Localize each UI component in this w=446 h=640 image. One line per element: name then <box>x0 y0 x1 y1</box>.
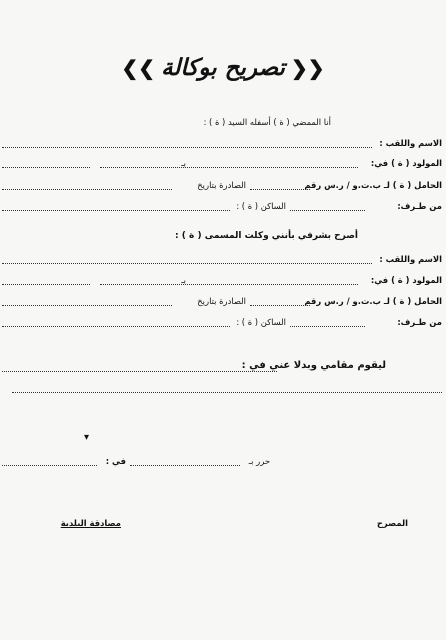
name-field-1[interactable] <box>2 147 372 148</box>
id-label-1: الحامل ( ة ) لـ ب.ت.و / ر.س رقم <box>304 180 442 190</box>
birth-label-2: المولود ( ة ) في: <box>370 275 442 285</box>
document-title <box>0 54 446 81</box>
resident-label-2: الساكن ( ة ) : <box>236 317 286 327</box>
birth-sep-2: بـ <box>181 275 186 285</box>
birth-row-2 <box>0 272 446 288</box>
intro-text: أنا الممضي ( ة ) أسفله السيد ( ة ) : <box>203 117 331 127</box>
on-date-label: في : <box>105 456 126 466</box>
purpose-field-line-1[interactable] <box>2 371 277 372</box>
address-field-2[interactable] <box>2 326 230 327</box>
from-row-2 <box>0 314 446 330</box>
from-label-2: من طـرف: <box>397 317 442 327</box>
declare-line <box>0 228 446 244</box>
birth-date-field-1[interactable] <box>2 167 90 168</box>
birth-date-field-2[interactable] <box>2 284 90 285</box>
name-row-2 <box>0 251 446 267</box>
issued-date-field-1[interactable] <box>2 189 172 190</box>
issued-label-1: الصادرة بتاريخ <box>197 180 246 190</box>
issued-date-field-2[interactable] <box>2 305 172 306</box>
id-label-2: الحامل ( ة ) لـ ب.ت.و / ر.س رقم <box>304 296 442 306</box>
purpose-text: ليقوم مقامي وبدلا عني في : <box>241 360 386 371</box>
issued-label-2: الصادرة بتاريخ <box>197 296 246 306</box>
name-label-1: الاسم واللقب : <box>379 138 442 148</box>
resident-label-1: الساكن ( ة ) : <box>236 201 286 211</box>
title-text: تصريح بوكالة <box>161 54 285 81</box>
address-field-1[interactable] <box>2 210 230 211</box>
name-row-1 <box>0 135 446 151</box>
birth-place-field-2[interactable] <box>100 284 358 285</box>
id-row-1 <box>0 177 446 193</box>
date-field[interactable] <box>2 465 97 466</box>
title-ornament-right: ❯❯ <box>290 56 325 80</box>
place-date-row <box>0 453 446 469</box>
purpose-row <box>0 357 446 375</box>
signature-row <box>0 515 446 531</box>
id-number-field-1[interactable] <box>250 189 310 190</box>
issuer-field-2[interactable] <box>290 326 365 327</box>
title-ornament-left: ❮❮ <box>121 56 156 80</box>
purpose-row-2 <box>0 380 446 396</box>
birth-row-1 <box>0 155 446 171</box>
declare-text: أصرح بشرفي بأنني وكلت المسمى ( ة ) : <box>175 231 358 241</box>
birth-sep-1: بـ <box>181 158 186 168</box>
birth-label-1: المولود ( ة ) في: <box>370 158 442 168</box>
intro-line <box>0 114 446 130</box>
issuer-field-1[interactable] <box>290 210 365 211</box>
written-at-label: حرر بـ <box>248 456 270 466</box>
birth-place-field-1[interactable] <box>100 167 358 168</box>
from-row-1 <box>0 198 446 214</box>
declarant-signature-label: المصرح <box>376 518 408 528</box>
name-label-2: الاسم واللقب : <box>379 254 442 264</box>
name-field-2[interactable] <box>2 263 372 264</box>
from-label-1: من طـرف: <box>397 201 442 211</box>
id-row-2 <box>0 293 446 309</box>
stray-mark: ▾ <box>84 432 90 443</box>
place-field[interactable] <box>130 465 240 466</box>
municipality-stamp-label: مصادقة البلدية <box>60 518 121 528</box>
purpose-field-line-2[interactable] <box>12 392 442 393</box>
id-number-field-2[interactable] <box>250 305 310 306</box>
